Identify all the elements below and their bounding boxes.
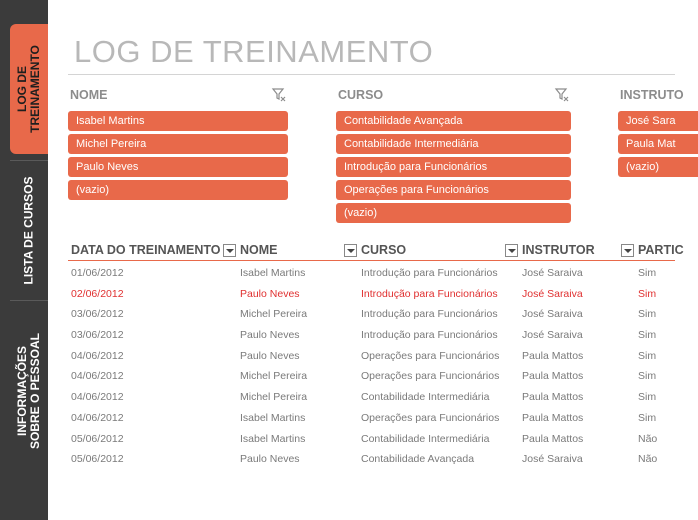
table-body [68,261,675,470]
slicer-item[interactable]: Operações para Funcionários [336,180,571,200]
table-row[interactable] [68,387,675,408]
clear-filter-icon[interactable] [272,87,286,103]
table-row[interactable] [68,304,675,325]
table-row[interactable] [68,449,675,470]
table-row[interactable] [68,284,675,305]
cell-curso: Contabilidade Intermediária [361,432,490,445]
slicer-item[interactable]: (vazio) [618,157,698,177]
cell-nome: Isabel Martins [240,267,306,279]
cell-instrutor: José Saraiva [522,329,583,342]
cell-nome: Michel Pereira [240,308,308,321]
cell-participou: Sim [638,267,657,279]
table-row[interactable] [68,325,675,346]
slicer-items [336,111,571,223]
cell-data: 04/06/2012 [71,411,124,424]
table-row[interactable] [68,366,675,387]
cell-nome: Paulo Neves [240,287,300,300]
title-divider [68,74,675,75]
slicer-item[interactable]: Paula Mat [618,134,698,154]
slicer-title: INSTRUTO [620,88,684,102]
slicer-title: NOME [70,88,108,102]
cell-instrutor: Paula Mattos [522,391,584,404]
slicer-items [618,111,698,177]
table-header [68,241,684,261]
page-title: LOG DE TREINAMENTO [74,34,434,69]
filter-dropdown-button[interactable] [223,244,236,257]
cell-participou: Sim [638,329,657,342]
cell-curso: Contabilidade Intermediária [361,391,490,404]
cell-curso: Introdução para Funcionários [361,329,498,342]
column-header-curso: CURSO [361,243,407,257]
cell-participou: Não [638,453,658,466]
cell-data: 05/06/2012 [71,453,124,466]
slicer-item[interactable]: (vazio) [68,180,288,200]
cell-nome: Isabel Martins [240,432,306,445]
tab-divider [10,160,48,161]
cell-curso: Introdução para Funcionários [361,267,498,279]
tab-label: LISTA DE CURSOS [21,175,36,285]
slicer-title: CURSO [338,88,384,102]
training-table [68,241,684,470]
slicer-item[interactable]: (vazio) [336,203,571,223]
cell-curso: Operações para Funcionários [361,370,500,383]
column-header-data: DATA DO TREINAMENTO [71,243,221,257]
cell-curso: Operações para Funcionários [361,349,500,362]
cell-data: 03/06/2012 [71,308,124,321]
cell-nome: Michel Pereira [240,391,308,404]
slicer-items [68,111,288,200]
cell-participou: Sim [638,391,657,404]
cell-nome: Michel Pereira [240,370,308,383]
tab-label: INFORMAÇÕES SOBRE O PESSOAL [15,332,42,450]
cell-data: 05/06/2012 [71,432,124,445]
cell-curso: Introdução para Funcionários [361,308,498,321]
cell-instrutor: José Saraiva [522,308,583,321]
cell-instrutor: José Saraiva [522,267,583,279]
table-row[interactable] [68,263,675,284]
cell-nome: Paulo Neves [240,329,300,342]
cell-data: 04/06/2012 [71,370,124,383]
cell-instrutor: Paula Mattos [522,411,584,424]
cell-data: 02/06/2012 [71,287,124,300]
cell-nome: Paulo Neves [240,349,300,362]
column-header-nome: NOME [240,243,278,257]
cell-instrutor: José Saraiva [522,453,583,466]
filter-dropdown-button[interactable] [621,244,634,257]
cell-participou: Sim [638,287,657,300]
slicer-item[interactable]: Contabilidade Avançada [336,111,571,131]
table-row[interactable] [68,408,675,429]
cell-data: 04/06/2012 [71,391,124,404]
slicer-item[interactable]: José Sara [618,111,698,131]
cell-instrutor: Paula Mattos [522,349,584,362]
tab-divider [10,300,48,301]
column-header-instrutor: INSTRUTOR [522,243,595,257]
tab-lista-de-cursos[interactable] [10,166,48,294]
cell-nome: Isabel Martins [240,411,306,424]
slicer-item[interactable]: Isabel Martins [68,111,288,131]
cell-participou: Sim [638,411,657,424]
cell-curso: Introdução para Funcionários [361,287,498,300]
sidebar [0,0,48,520]
slicer-item[interactable]: Michel Pereira [68,134,288,154]
column-header-participou: PARTIC [638,243,684,257]
cell-nome: Paulo Neves [240,453,300,466]
cell-participou: Sim [638,308,657,321]
slicer-curso [336,86,571,226]
filter-dropdown-button[interactable] [505,244,518,257]
cell-participou: Não [638,432,658,445]
cell-instrutor: José Saraiva [522,287,583,300]
cell-data: 01/06/2012 [71,267,124,279]
tab-informacoes-pessoal[interactable] [10,306,48,476]
cell-participou: Sim [638,370,657,383]
cell-instrutor: Paula Mattos [522,432,584,445]
slicer-item[interactable]: Contabilidade Intermediária [336,134,571,154]
slicer-nome [68,86,288,203]
cell-curso: Contabilidade Avançada [361,453,475,466]
slicer-item[interactable]: Introdução para Funcionários [336,157,571,177]
tab-log-de-treinamento[interactable] [10,24,48,154]
slicer-instrutor [618,86,698,180]
cell-instrutor: Paula Mattos [522,370,584,383]
cell-data: 03/06/2012 [71,329,124,342]
cell-data: 04/06/2012 [71,349,124,362]
slicer-item[interactable]: Paulo Neves [68,157,288,177]
cell-curso: Operações para Funcionários [361,411,500,424]
table-row[interactable] [68,346,675,367]
filter-dropdown-button[interactable] [344,244,357,257]
clear-filter-icon[interactable] [555,87,569,103]
tab-label: LOG DE TREINAMENTO [15,45,42,133]
cell-participou: Sim [638,349,657,362]
table-row[interactable] [68,429,675,450]
